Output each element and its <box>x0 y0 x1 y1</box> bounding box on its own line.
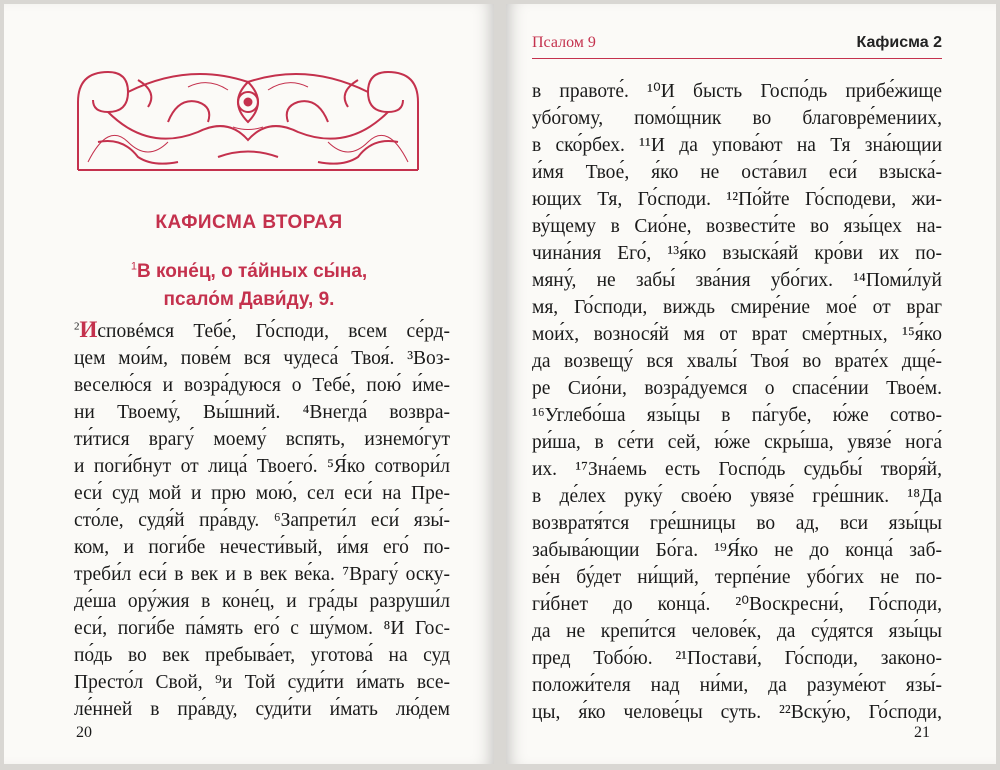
text-line-first <box>74 316 450 345</box>
text-line: ре Сио́ни, возра́дуемся о спасе́нии Твое́м. <box>532 378 942 399</box>
text-line: ги́бнет до конца́. ²⁰Воскресни́, Го́споди, <box>532 594 942 615</box>
running-head <box>532 34 942 59</box>
text-line: в правоте́. ¹⁰И бысть Госпо́дь прибе́жище <box>532 81 942 102</box>
text-line: мя, Го́споди, виждь смире́ние мое́ от враг <box>532 297 942 318</box>
subtitle-text-1: В коне́ц, о та́йных сы́на, <box>136 261 368 282</box>
page-number-left: 20 <box>76 724 92 741</box>
text-line: веселю́ся и возра́дуюся о Тебе́, пою́ и́ме- <box>74 375 450 396</box>
text-line: убо́гому, помо́щник во благовре́мениих, <box>532 108 942 129</box>
subtitle-line-1 <box>4 258 494 286</box>
text-line: в ско́рбех. ¹¹И да упова́ют на Тя зна́ющии <box>532 135 942 156</box>
text-line: да не крепи́тся челове́к, да су́дятся язы́цы <box>532 621 942 642</box>
text-line: ве́н бу́дет ни́щий, терпе́ние убо́гих не по- <box>532 567 942 588</box>
text-line: да возвещу́ вся хвалы́ Твоя́ во врате́х дще́- <box>532 351 942 372</box>
text-line: ри́ша, в се́ти сей, ю́же скры́ша, увязе́ нога́ <box>532 432 942 453</box>
psalm-subtitle <box>4 258 494 314</box>
running-head-psalm: Псалом 9 <box>532 34 596 51</box>
right-page <box>506 4 996 764</box>
floral-headpiece-ornament-icon <box>68 62 428 174</box>
text-line: ющих Тя, Го́споди. ¹²По́йте Го́сподеви, жи- <box>532 189 942 210</box>
verse-number: 2 <box>74 320 80 333</box>
page-number-right: 21 <box>914 724 930 741</box>
text-line: де́ша ору́жия в коне́ц, и гра́ды разруши́л <box>74 591 450 612</box>
text-line: положи́теля над ни́ми, да разуме́ют язы́- <box>532 675 942 696</box>
text-line: Престо́л Свой, ⁹и Той суди́ти и́мать все- <box>74 672 450 693</box>
subtitle-verse-number: 1 <box>130 260 137 273</box>
text-line: цы, я́ко челове́цы суть. ²²Вску́ю, Го́споди, <box>532 702 942 723</box>
text-line: цем мои́м, пове́м вся чудеса́ Твоя́. ³Воз- <box>74 348 450 369</box>
running-head-kathisma: Кафисма 2 <box>856 34 942 51</box>
text-line: мяну́, не забы́ зва́ния убо́гих. ¹⁴Поми́луй <box>532 270 942 291</box>
text-line: ¹⁶Углебо́ша язы́цы в па́губе, ю́же сотво- <box>532 405 942 426</box>
text-line: ни Твоему́, Вы́шний. ⁴Внегда́ возвра- <box>74 402 450 423</box>
text-line: забыва́ющии Бо́га. ¹⁹Я́ко не до конца́ заб- <box>532 540 942 561</box>
dropcap-letter: И <box>79 317 98 342</box>
left-psalm-text <box>74 316 450 723</box>
text-line: ву́щему в Сио́не, возвести́те во язы́цех на- <box>532 216 942 237</box>
right-psalm-text <box>532 78 942 726</box>
text-line: ком, и поги́бе нечести́вый, и́мя его́ по- <box>74 537 450 558</box>
first-line-text: сповéмся Тебе́, Го́споди, всем се́рд- <box>97 321 450 342</box>
subtitle-line-2: псало́м Дави́ду, 9. <box>163 289 335 310</box>
text-line: в де́лех руку́ свое́ю увязе́ гре́шник. ¹⁸Да <box>532 486 942 507</box>
text-line: чина́ния Его́, ¹³я́ко взыска́яй кро́ви их по- <box>532 243 942 264</box>
text-line: пред Тобо́ю. ²¹Постави́, Го́споди, законо- <box>532 648 942 669</box>
text-line: ти́тися врагу́ моему́ вспять, изнемо́гут <box>74 429 450 450</box>
text-line: их. ¹⁷Зна́емь есть Госпо́дь судьбы́ творя́й, <box>532 459 942 480</box>
text-line: по́дь во век пребыва́ет, уготова́ на суд <box>74 645 450 666</box>
text-line: еси́, поги́бе па́мять его́ с шу́мом. ⁸И Гос- <box>74 618 450 639</box>
text-line: треби́л еси́ в век и в век ве́ка. ⁷Врагу́ оску- <box>74 564 450 585</box>
left-page <box>4 4 494 764</box>
text-line: и поги́бнут от лица́ Твоего́. ⁵Я́ко сотвори́л <box>74 456 450 477</box>
text-line: мои́х, вознося́й мя от врат сме́ртных, ¹⁵я́ко <box>532 324 942 345</box>
kathisma-title: КАФИСМА ВТОРАЯ <box>155 212 343 233</box>
text-line: сто́ле, судя́й пра́вду. ⁶Запрети́л еси́ язы́- <box>74 510 450 531</box>
text-line: и́мя Твое́, я́ко не оста́вил еси́ взыска́- <box>532 162 942 183</box>
text-line: еси́ суд мой и прю мою́, сел еси́ на Пре- <box>74 483 450 504</box>
text-line: ле́нней в пра́вду, суди́ти и́мать лю́дем <box>74 699 450 720</box>
text-line: возвратя́тся гре́шницы во ад, вси язы́цы <box>532 513 942 534</box>
